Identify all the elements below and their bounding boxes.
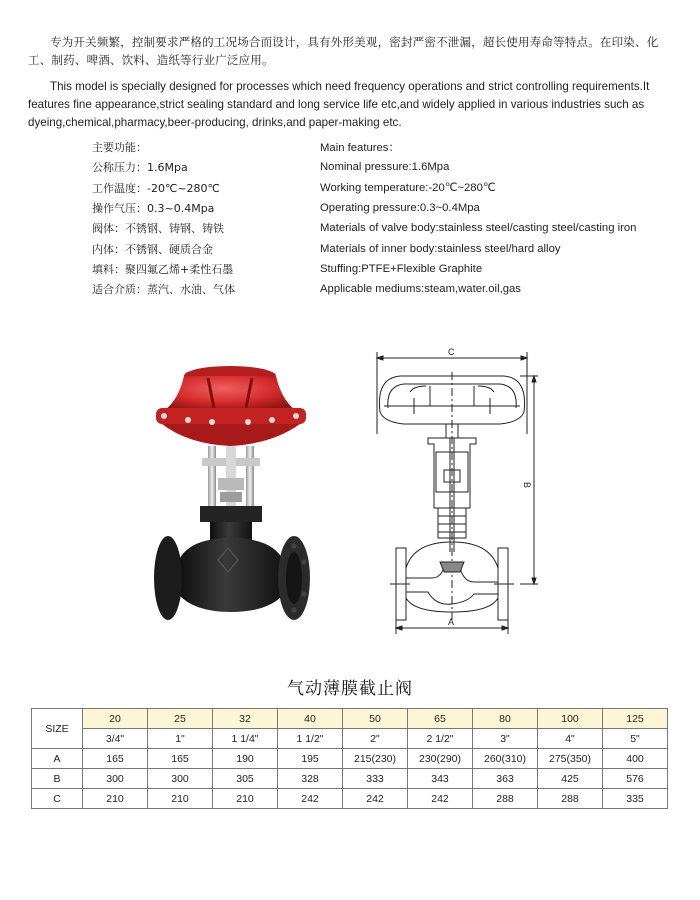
table-cell: 100 <box>538 709 603 729</box>
feature-row <box>92 137 662 157</box>
table-row <box>32 729 668 749</box>
table-row <box>32 749 668 769</box>
table-cell: 425 <box>538 769 603 789</box>
feature-row <box>92 238 662 258</box>
table-cell: 210 <box>148 789 213 809</box>
table-cell: 288 <box>473 789 538 809</box>
valve-dimension-drawing <box>370 342 550 642</box>
table-cell: 3" <box>473 729 538 749</box>
table-cell: 305 <box>213 769 278 789</box>
table-cell: 260(310) <box>473 749 538 769</box>
table-cell: 20 <box>83 709 148 729</box>
table-cell: 576 <box>603 769 668 789</box>
features-list <box>92 137 662 299</box>
table-cell: 165 <box>83 749 148 769</box>
table-cell: 288 <box>538 789 603 809</box>
row-label: C <box>32 789 83 809</box>
table-cell: 25 <box>148 709 213 729</box>
dimension-label-b: B <box>522 482 532 489</box>
table-cell: 195 <box>278 749 343 769</box>
feature-cn: 内体：不锈钢、硬质合金 <box>92 242 213 256</box>
table-cell: 300 <box>148 769 213 789</box>
feature-en: Nominal pressure:1.6Mpa <box>320 161 450 174</box>
intro-chinese: 专为开关频繁，控制要求严格的工况场合而设计，具有外形美观，密封严密不泄漏，超长使用寿命等特点。在印染、化工、制药、啤酒、饮料、造纸等行业广泛应用。 <box>28 35 659 67</box>
table-cell: 215(230) <box>343 749 408 769</box>
table-cell: 242 <box>278 789 343 809</box>
table-cell: 210 <box>83 789 148 809</box>
dimension-table <box>31 708 668 809</box>
feature-row <box>92 157 662 177</box>
table-cell: 363 <box>473 769 538 789</box>
table-cell: 242 <box>343 789 408 809</box>
table-cell: 1" <box>148 729 213 749</box>
table-cell: 333 <box>343 769 408 789</box>
table-cell: 125 <box>603 709 668 729</box>
dimension-label-a: A <box>448 617 455 627</box>
feature-row <box>92 198 662 218</box>
feature-en: Operating pressure:0.3~0.4Mpa <box>320 202 480 215</box>
table-cell: 1 1/4" <box>213 729 278 749</box>
feature-cn: 主要功能： <box>92 141 147 155</box>
row-label: B <box>32 769 83 789</box>
feature-en: Materials of valve body:stainless steel/casting steel/casting iron <box>320 222 637 235</box>
table-row <box>32 709 668 729</box>
table-cell: 2" <box>343 729 408 749</box>
table-cell: 65 <box>408 709 473 729</box>
table-cell: 242 <box>408 789 473 809</box>
feature-cn: 公称压力：1.6Mpa <box>92 161 188 175</box>
table-cell: 300 <box>83 769 148 789</box>
table-cell: 275(350) <box>538 749 603 769</box>
table-cell: 343 <box>408 769 473 789</box>
table-cell: 2 1/2" <box>408 729 473 749</box>
row-label: A <box>32 749 83 769</box>
feature-row <box>92 279 662 299</box>
feature-row <box>92 218 662 238</box>
feature-cn: 适合介质：蒸汽、水油、气体 <box>92 283 235 297</box>
intro-english: This model is specially designed for processes which need frequency operations and strict controlling requirements.It features fine appearance,strict sealing standard and long service life etc,and widely applied in various industries such as dyeing,chemical,pharmacy,beer-producing, drinks,and paper-making etc. <box>28 80 650 129</box>
table-cell: 3/4" <box>83 729 148 749</box>
product-title: 气动薄膜截止阀 <box>287 679 413 699</box>
table-cell: 32 <box>213 709 278 729</box>
feature-en: Working temperature:-20℃~280℃ <box>320 182 496 195</box>
feature-en: Main features： <box>320 142 400 155</box>
table-row <box>32 769 668 789</box>
feature-cn: 工作温度：-20℃~280℃ <box>92 181 220 195</box>
table-cell: 5" <box>603 729 668 749</box>
table-cell: 335 <box>603 789 668 809</box>
table-cell: 328 <box>278 769 343 789</box>
table-cell: 165 <box>148 749 213 769</box>
feature-en: Applicable mediums:steam,water.oil,gas <box>320 283 521 296</box>
table-row <box>32 789 668 809</box>
table-cell: 400 <box>603 749 668 769</box>
table-cell: 80 <box>473 709 538 729</box>
table-cell: 210 <box>213 789 278 809</box>
feature-cn: 操作气压：0.3~0.4Mpa <box>92 202 215 216</box>
table-cell: 230(290) <box>408 749 473 769</box>
table-cell: 4" <box>538 729 603 749</box>
feature-row <box>92 259 662 279</box>
valve-photo <box>148 362 316 628</box>
feature-en: Stuffing:PTFE+Flexible Graphite <box>320 262 483 275</box>
feature-cn: 填料：聚四氟乙烯+柔性石墨 <box>92 262 234 276</box>
table-cell: 40 <box>278 709 343 729</box>
table-cell: 190 <box>213 749 278 769</box>
table-cell: 50 <box>343 709 408 729</box>
feature-en: Materials of inner body:stainless steel/hard alloy <box>320 242 561 255</box>
size-header: SIZE <box>32 709 83 749</box>
table-cell: 1 1/2" <box>278 729 343 749</box>
feature-cn: 阀体：不锈钢、铸钢、铸铁 <box>92 222 224 236</box>
dimension-label-c: C <box>448 347 455 357</box>
feature-row <box>92 178 662 198</box>
